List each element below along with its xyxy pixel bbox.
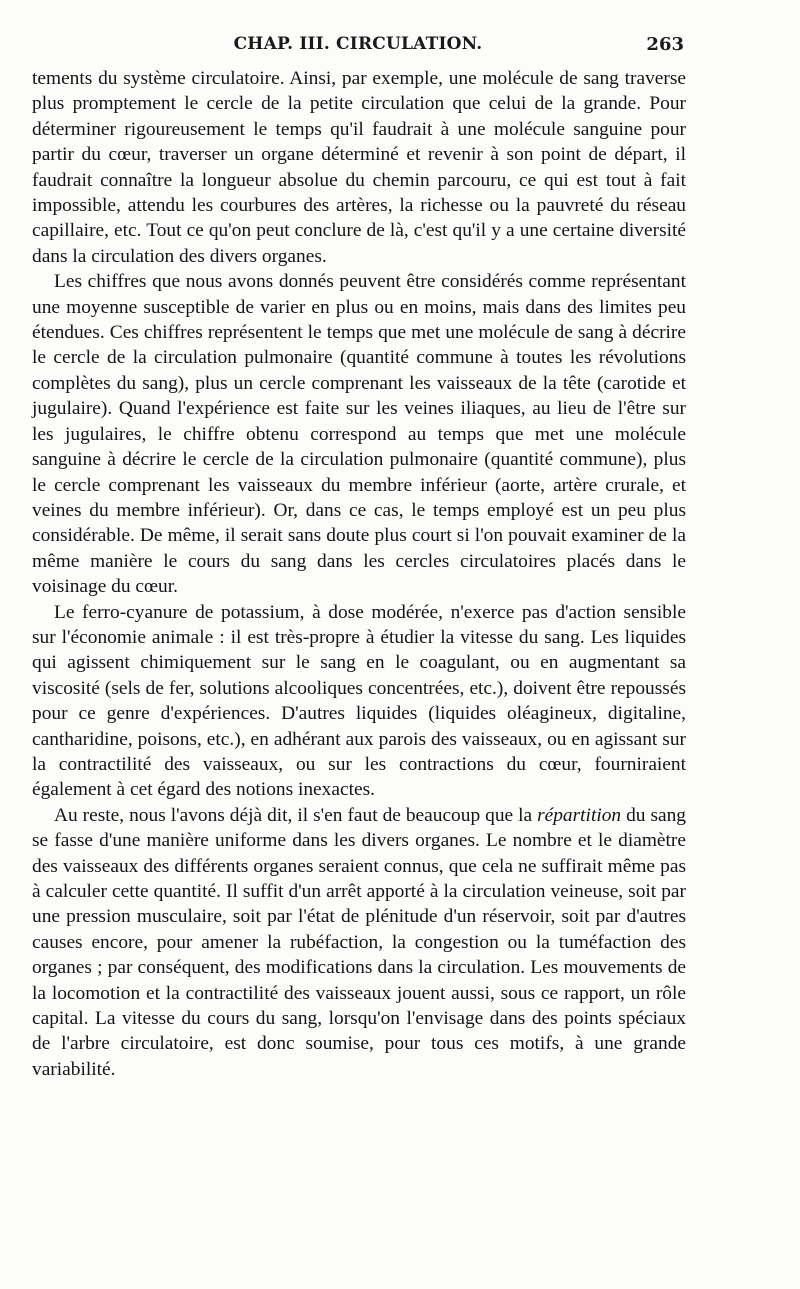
running-title: CHAP. III. CIRCULATION. bbox=[233, 34, 483, 54]
paragraph-1: tements du système circulatoire. Ainsi, par exemple, une molécule de sang traverse plus promptement le cercle de la petite circulation que celui de la grande. Pour déterminer rigoureusement le temps qu'il faudrait à une molécule sanguine pour partir du cœur, traverser un organe déterminé et revenir à son point de départ, il faudrait connaître la longueur absolue du chemin parcouru, ce qui est tout à fait impossible, attendu les courbures des artères, la richesse ou la pauvreté du réseau capillaire, etc. Tout ce qu'on peut conclure de là, c'est qu'il y a une certaine diversité dans la circulation des divers organes. bbox=[32, 68, 686, 267]
paragraph-2: Les chiffres que nous avons donnés peuvent être considérés comme représentant une moyenne susceptible de varier en plus ou en moins, mais dans des limites peu étendues. Ces chiffres représentent le temps que met une molécule de sang à décrire le cercle de la circulation pulmonaire (quantité commune à toutes les révolutions complètes du sang), plus un cercle comprenant les vaisseaux de la tête (carotide et jugulaire). Quand l'expérience est faite sur les veines iliaques, au lieu de l'être sur les jugulaires, le chiffre obtenu correspond au temps que met une molécule sanguine à décrire le cercle de la circulation pulmonaire (quantité commune), plus le cercle comprenant les vaisseaux du membre inférieur (aorte, artère crurale, et veines du membre inférieur). Or, dans ce cas, le temps employé est un peu plus considérable. De même, il serait sans doute plus court si l'on pouvait examiner de la même manière le cours du sang dans les cercles circulatoires placés dans le voisinage du cœur. bbox=[32, 271, 686, 598]
paragraph-4 bbox=[32, 803, 686, 1082]
body-text bbox=[32, 66, 686, 1082]
paragraph-3: Le ferro-cyanure de potassium, à dose modérée, n'exerce pas d'action sensible sur l'économie animale : il est très-propre à étudier la vitesse du sang. Les liquides qui agissent chimiquement sur le sang en le coagulant, ou en augmentant sa viscosité (sels de fer, solutions alcooliques concentrées, etc.), doivent être repoussés pour ce genre d'expériences. D'autres liquides (liquides oléagineux, digitaline, cantharidine, poisons, etc.), en adhérant aux parois des vaisseaux, ou en agissant sur la contractilité des vaisseaux, ou sur les contractions du cœur, fourniraient également à cet égard des notions inexactes. bbox=[32, 601, 686, 801]
paragraph-4-text-before: Au reste, nous l'avons déjà dit, il s'en faut de beaucoup que la bbox=[54, 804, 538, 826]
paragraph-4-italic-term: répartition bbox=[537, 804, 622, 826]
page-number: 263 bbox=[646, 34, 684, 55]
page-header bbox=[32, 30, 684, 60]
paragraph-4-text-after: du sang se fasse d'une manière uniforme dans les divers organes. Le nombre et le diamètre des vaisseaux des différents organes seraient connus, que cela ne suffirait même pas à calculer cette quantité. Il suffit d'un arrêt apporté à la circulation veineuse, soit par une pression musculaire, soit par l'état de plénitude d'un réservoir, soit par d'autres causes encore, pour amener la rubéfaction, la congestion ou la tuméfaction des organes ; par conséquent, des modifications dans la circulation. Les mouvements de la locomotion et la contractilité des vaisseaux jouent aussi, sous ce rapport, un rôle capital. La vitesse du cours du sang, lorsqu'on l'envisage dans des points spéciaux de l'arbre circulatoire, est donc soumise, pour tous ces motifs, à une grande variabilité. bbox=[32, 804, 686, 1080]
